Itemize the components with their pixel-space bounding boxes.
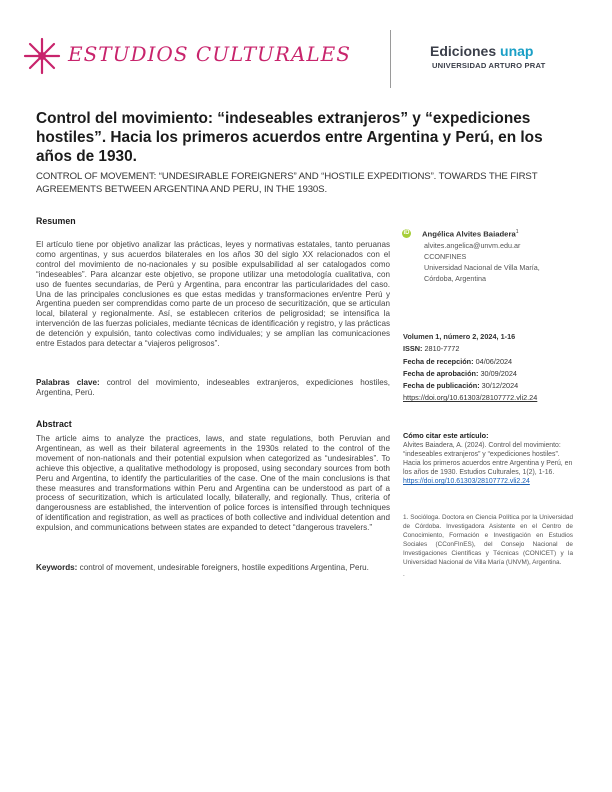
author-footnote: 1. Socióloga. Doctora en Ciencia Política por la Universidad de Córdoba. Investigadora Asistente en el Centro de Conocimiento, Formación e Investigación en Estudios Sociales (CConFInES), del Consejo Nacional de Investigaciones Científicas y Técnicas (CONICET) y la Universidad Nacional de Villa María (UNVM), Argentina.: [403, 514, 573, 566]
citation-heading: Cómo citar este artículo:: [403, 431, 489, 440]
author-city: Córdoba, Argentina: [424, 274, 486, 283]
palabras-clave-label: Palabras clave:: [36, 378, 100, 387]
publisher-prefix: Ediciones: [430, 43, 497, 59]
published-label: Fecha de publicación:: [403, 381, 480, 391]
publisher-logo: [430, 43, 533, 59]
footnote-end-mark: .: [403, 571, 405, 578]
author-name-text: Angélica Alvites Baiadera: [422, 229, 516, 239]
received-value: 04/06/2024: [475, 356, 513, 366]
keywords-label: Keywords:: [36, 563, 78, 572]
article-title-es: Control del movimiento: “indeseables extranjeros” y “expediciones hostiles”. Hacia los primeros acuerdos entre Argentina y Perú, en los años de 1930.: [36, 110, 543, 165]
author-university: Universidad Nacional de Villa María,: [424, 263, 540, 272]
journal-logo-icon: [22, 36, 62, 76]
received-label: Fecha de recepción:: [403, 356, 474, 366]
orcid-icon[interactable]: iD: [403, 230, 410, 236]
publication-info: [403, 331, 537, 405]
approved-label: Fecha de aprobación:: [403, 368, 479, 378]
citation-doi-link[interactable]: https://doi.org/10.61303/28107772.vli2.24: [403, 478, 530, 486]
volume-line: Volumen 1, número 2, 2024, 1-16: [403, 332, 516, 341]
author-email[interactable]: alvites.angelica@unvm.edu.ar: [424, 241, 521, 250]
journal-name: ESTUDIOS CULTURALES: [68, 42, 351, 66]
issn-label: ISSN:: [403, 344, 423, 354]
author-org: CCONFINES: [424, 252, 467, 261]
approved-value: 30/09/2024: [480, 368, 517, 378]
citation: [403, 441, 573, 486]
published-value: 30/12/2024: [481, 381, 519, 391]
published-line: [403, 380, 537, 392]
citation-text: Alvites Baiadera, A. (2024). Control del movimiento: “indeseables extranjeros” y “expediciones hostiles”. Hacia los primeros acuerdos entre Argentina y Perú, en los años de 1930. Estudios Culturales, 1(2), 1-16.: [403, 442, 573, 477]
author-footnote-mark: 1: [515, 229, 519, 235]
publisher-mark: unap: [500, 43, 534, 59]
approved-line: [403, 368, 537, 380]
abstract-text: The article aims to analyze the practices, laws, and state regulations, both Peruvian and Argentinean, as well as their bilateral agreements in the 1930s related to the control of the movement of non-nationals and their potential expulsion when categorized as “undesirables”. To achieve this objective, a qualitative methodology is proposed, using secondary sources from both Peru and Argentina, to identify the particularities of the case. One of the main conclusions is that these measures and transformations within Peru and Argentina can be understood as part of a process of securitization, which is articulated locally, bilaterally, and regionally. Thus, criteria of dangerousness are established, the intervention of police forces is intensified through techniques of identification and registration, as well as practices of both collective and individual detention and expulsion, and communications between states are expanded to detect “dangerous travelers.”: [36, 434, 390, 533]
palabras-clave: [36, 378, 390, 398]
publisher-university: UNIVERSIDAD ARTURO PRAT: [432, 61, 546, 70]
keywords-values: control of movement, undesirable foreigners, hostile expeditions Argentina, Peru.: [79, 563, 369, 572]
abstract-heading: Abstract: [36, 419, 72, 429]
resumen-heading: Resumen: [36, 216, 76, 226]
author-name: [422, 229, 519, 239]
resumen-text: El artículo tiene por objetivo analizar las prácticas, leyes y normativas estatales, tanto peruanas como argentinas, y sus acuerdos bilaterales en los años 30 del siglo XX relacionados con el control del movimiento de no-nacionales y su posible expulsabilidad al ser catalogados como “indeseables”. Para alcanzar este objetivo, se propone utilizar una metodología cualitativa, con uso de fuentes secundarias, de Perú y Argentina, para encontrar las particularidades del caso. Una de las principales conclusiones es que estas medidas y transformaciones en/entre Perú y Argentina pueden ser comprendidas como parte de un proceso de securitización, que se articulan local, bilateral y regionalmente. Así, se establecen criterios de peligrosidad; se intensifica la intervención de las fuerzas policiales, mediante técnicas de identificación y registro, y las prácticas de detención y expulsión, tanto colectivas como individuales; y se amplían las comunicaciones entre Estados para detectar a “viajeros peligrosos”.: [36, 240, 390, 349]
issn-value: 2810-7772: [424, 344, 460, 354]
palabras-clave-values: control del movimiento, indeseables extranjeros, expediciones hostiles, Argentina, Perú.: [36, 378, 390, 397]
doi-link[interactable]: https://doi.org/10.61303/28107772.vli2.24: [403, 393, 538, 403]
received-line: [403, 356, 537, 368]
header-divider: [390, 30, 391, 88]
issn-line: [403, 343, 537, 355]
keywords: [36, 563, 390, 573]
article-title-en: CONTROL OF MOVEMENT: “UNDESIRABLE FOREIGNERS” AND “HOSTILE EXPEDITIONS”. TOWARDS THE FIRST AGREEMENTS BETWEEN ARGENTINA AND PERU, IN THE 1930S.: [36, 171, 538, 195]
author-affiliation: [424, 240, 540, 284]
